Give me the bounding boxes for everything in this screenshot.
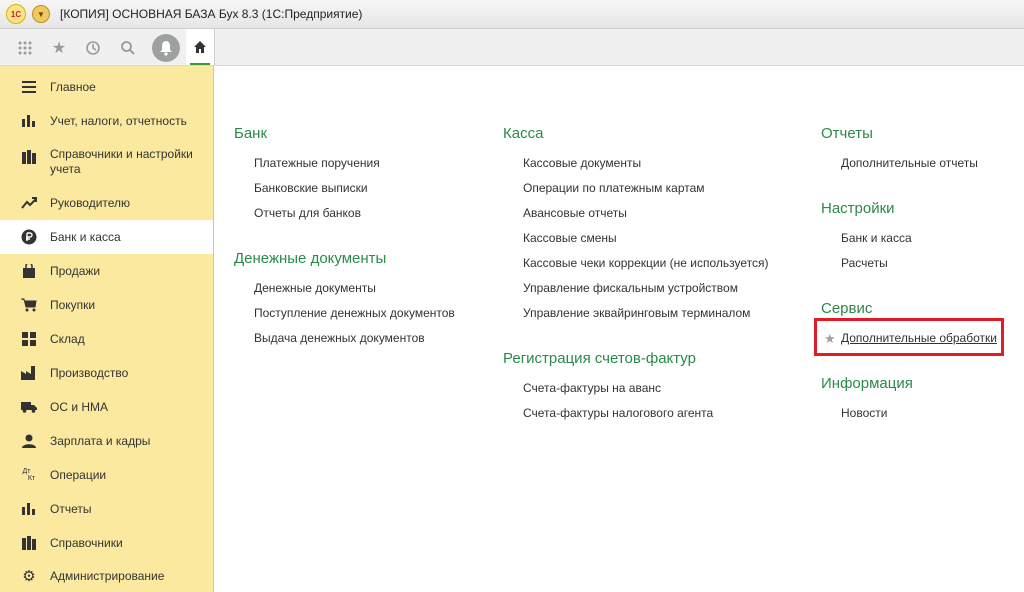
sidebar-item-label: Операции — [50, 467, 107, 482]
sidebar-item-bank-cash[interactable] — [0, 220, 213, 254]
home-tab[interactable] — [186, 29, 215, 65]
kt-label: Кт — [27, 475, 36, 482]
link-cash-shifts[interactable]: Кассовые смены — [523, 231, 617, 245]
cart-icon — [20, 296, 38, 314]
link-advance-invoices[interactable]: Счета-фактуры на аванс — [523, 381, 661, 395]
truck-icon — [20, 398, 38, 416]
menu-lines-icon — [20, 78, 38, 96]
sidebar-item-label: Продажи — [50, 263, 101, 278]
link-cash-docs[interactable]: Кассовые документы — [523, 156, 642, 170]
star-icon[interactable]: ★ — [51, 40, 67, 57]
sidebar-item-salary-hr[interactable] — [0, 430, 213, 452]
link-tax-agent-invoices[interactable]: Счета-фактуры налогового агента — [523, 406, 714, 420]
sidebar-item-label: Покупки — [50, 297, 96, 312]
sidebar-item-accounting[interactable] — [0, 110, 213, 132]
link-correction-receipts[interactable]: Кассовые чеки коррекции (не используется) — [523, 256, 769, 270]
books-icon — [20, 534, 38, 552]
link-money-docs-issue[interactable]: Выдача денежных документов — [254, 331, 425, 345]
link-settings-calculations[interactable]: Расчеты — [841, 256, 888, 270]
sidebar-item-manager[interactable] — [0, 192, 213, 214]
link-card-operations[interactable]: Операции по платежным картам — [523, 181, 705, 195]
sidebar-item-production[interactable] — [0, 362, 213, 384]
link-bank-statements[interactable]: Банковские выписки — [254, 181, 368, 195]
main-menu-button[interactable] — [32, 5, 50, 23]
section-title-info: Информация — [821, 375, 913, 392]
sidebar-item-purchases[interactable] — [0, 294, 213, 316]
toolbar — [0, 29, 1024, 66]
sidebar-item-label: Склад — [50, 331, 85, 346]
bar-chart-icon — [20, 500, 38, 518]
sidebar-item-warehouse[interactable] — [0, 328, 213, 350]
trend-up-icon — [20, 194, 38, 212]
section-title-invoices: Регистрация счетов-фактур — [503, 350, 696, 367]
link-news[interactable]: Новости — [841, 406, 888, 420]
sidebar-item-fixed-assets[interactable] — [0, 396, 213, 418]
factory-icon — [20, 364, 38, 382]
window-title: [КОПИЯ] ОСНОВНАЯ БАЗА Бух 8.3 (1С:Предприятие) — [60, 7, 363, 21]
title-bar — [0, 0, 1024, 29]
sidebar-item-label: Администрирование — [50, 568, 165, 583]
sidebar-item-label-line2: учета — [50, 162, 81, 176]
link-additional-processing[interactable]: Дополнительные обработки — [841, 331, 997, 345]
link-acquiring-terminal[interactable]: Управление эквайринговым терминалом — [523, 306, 751, 320]
link-advance-reports[interactable]: Авансовые отчеты — [523, 206, 627, 220]
app-logo: 1С — [6, 4, 26, 24]
favorite-star-icon[interactable]: ★ — [824, 331, 836, 346]
chevron-down-icon: ▼ — [37, 9, 45, 19]
sidebar-item-label: Руководителю — [50, 195, 131, 210]
sidebar — [0, 66, 214, 592]
link-money-docs[interactable]: Денежные документы — [254, 281, 376, 295]
sidebar-item-label: Производство — [50, 365, 129, 380]
person-icon — [20, 432, 38, 450]
section-title-money-docs: Денежные документы — [234, 250, 387, 267]
bell-icon[interactable] — [152, 34, 180, 62]
history-icon[interactable] — [82, 37, 104, 59]
home-icon — [193, 40, 207, 54]
sidebar-item-administration[interactable] — [0, 565, 213, 587]
sidebar-item-label: Отчеты — [50, 501, 92, 516]
sidebar-item-operations[interactable] — [0, 464, 213, 486]
dt-kt-icon — [20, 466, 38, 484]
section-title-bank: Банк — [234, 125, 268, 142]
shopping-bag-icon — [20, 262, 38, 280]
sidebar-item-label: Банк и касса — [50, 229, 121, 244]
link-payment-orders[interactable]: Платежные поручения — [254, 156, 380, 170]
warehouse-icon — [20, 330, 38, 348]
sidebar-item-label: Зарплата и кадры — [50, 433, 151, 448]
link-settings-bank-cash[interactable]: Банк и касса — [841, 231, 912, 245]
sidebar-item-reports[interactable] — [0, 498, 213, 520]
link-fiscal-device[interactable]: Управление фискальным устройством — [523, 281, 738, 295]
link-additional-reports[interactable]: Дополнительные отчеты — [841, 156, 978, 170]
dt-label: Дт — [22, 468, 31, 475]
section-title-kassa: Касса — [503, 125, 544, 142]
ruble-coin-icon — [20, 228, 38, 246]
books-icon — [20, 148, 38, 166]
sidebar-item-main[interactable] — [0, 76, 213, 98]
bar-chart-icon — [20, 112, 38, 130]
sidebar-item-sales[interactable] — [0, 260, 213, 282]
sidebar-item-references-settings[interactable] — [0, 144, 213, 180]
section-title-service: Сервис — [821, 300, 873, 317]
sidebar-item-label-line1: Справочники и настройки — [50, 147, 193, 161]
sidebar-item-label: Справочники — [50, 535, 123, 550]
section-title-reports: Отчеты — [821, 125, 873, 142]
sidebar-item-label: ОС и НМА — [50, 399, 109, 414]
section-title-settings: Настройки — [821, 200, 895, 217]
sidebar-item-label: Учет, налоги, отчетность — [50, 113, 187, 128]
link-bank-reports[interactable]: Отчеты для банков — [254, 206, 361, 220]
link-money-docs-receipt[interactable]: Поступление денежных документов — [254, 306, 455, 320]
gear-icon: ⚙ — [22, 568, 36, 585]
apps-grid-icon[interactable] — [14, 37, 36, 59]
sidebar-item-references[interactable] — [0, 532, 213, 554]
search-icon[interactable] — [117, 37, 139, 59]
sidebar-item-label: Главное — [50, 79, 96, 94]
